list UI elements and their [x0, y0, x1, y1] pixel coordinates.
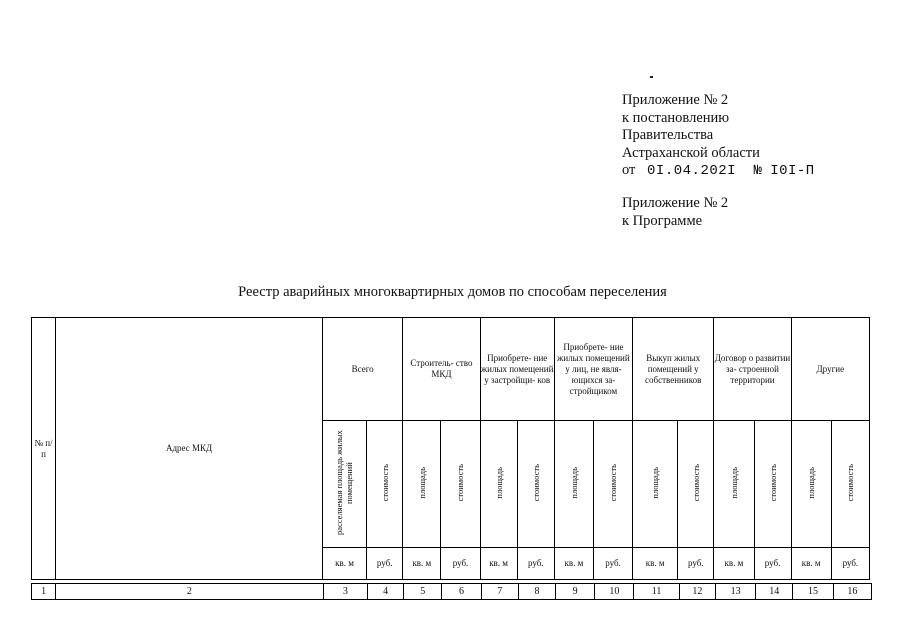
- unit-area: кв. м: [403, 548, 441, 580]
- column-number: 14: [756, 584, 793, 600]
- subheader-cost: стоимость: [367, 421, 403, 548]
- column-number-row: [31, 583, 872, 600]
- document-title: Реестр аварийных многоквартирных домов по способам переселения: [238, 284, 667, 300]
- date-prefix: от: [622, 162, 636, 178]
- unit-area: кв. м: [323, 548, 367, 580]
- unit-cost: руб.: [831, 548, 869, 580]
- header-group-development-agreement: Договор о развитии за- строенной территории: [714, 318, 791, 421]
- column-number: 1: [32, 584, 56, 600]
- subheader-area: площадь: [554, 421, 593, 548]
- resolution-date: 0I.04.202I: [647, 163, 737, 179]
- header-group-total: Всего: [323, 318, 403, 421]
- subheader-area: площадь: [480, 421, 517, 548]
- column-number: 16: [833, 584, 871, 600]
- unit-cost: руб.: [367, 548, 403, 580]
- subheader-cost: стоимость: [441, 421, 480, 548]
- number-prefix: №: [753, 163, 763, 179]
- unit-cost: руб.: [593, 548, 632, 580]
- header-group-other: Другие: [791, 318, 869, 421]
- appendix-program-line2: к Программе: [622, 212, 703, 229]
- appendix-gov-line4: Астраханской области: [622, 144, 760, 161]
- subheader-area: площадь: [714, 421, 754, 548]
- appendix-gov-date-line: [622, 162, 892, 181]
- column-number: 11: [634, 584, 679, 600]
- column-number: 12: [679, 584, 715, 600]
- appendix-government-block: [622, 92, 892, 181]
- registry-header-table: [31, 317, 870, 580]
- column-number: 2: [56, 584, 324, 600]
- unit-area: кв. м: [480, 548, 517, 580]
- unit-area: кв. м: [714, 548, 754, 580]
- unit-cost: руб.: [517, 548, 554, 580]
- header-group-purchase-non-developers: Приобрете- ние жилых помещений у лиц, не явля- ющихся за- стройщиком: [554, 318, 632, 421]
- subheader-cost: стоимость: [831, 421, 869, 548]
- column-number: 8: [518, 584, 555, 600]
- header-group-purchase-developers: Приобрете- ние жилых помещений у застройщи- ков: [480, 318, 554, 421]
- subheader-cost: стоимость: [678, 421, 714, 548]
- header-group-construction: Строитель- ство МКД: [403, 318, 480, 421]
- appendix-gov-line1: Приложение № 2: [622, 92, 729, 108]
- appendix-program-block: [622, 195, 892, 230]
- header-row-number: № п/ п: [32, 318, 56, 580]
- appendix-gov-line3: Правительства: [622, 127, 714, 143]
- column-number: 7: [481, 584, 518, 600]
- unit-cost: руб.: [678, 548, 714, 580]
- resolution-number: I0I-П: [770, 163, 815, 179]
- unit-area: кв. м: [791, 548, 831, 580]
- unit-cost: руб.: [441, 548, 480, 580]
- subheader-cost: стоимость: [517, 421, 554, 548]
- column-number: 10: [595, 584, 634, 600]
- subheader-area: площадь: [403, 421, 441, 548]
- header-address: Адрес МКД: [56, 318, 323, 580]
- column-number: 13: [715, 584, 755, 600]
- column-number: 9: [556, 584, 595, 600]
- header-group-buyout: Выкуп жилых помещений у собственников: [633, 318, 714, 421]
- subheader-area: площадь: [791, 421, 831, 548]
- column-number: 5: [404, 584, 442, 600]
- subheader-resettled-area: расселяемая площадь жилых помещений: [323, 421, 367, 548]
- column-number: 15: [793, 584, 833, 600]
- column-number: 6: [442, 584, 481, 600]
- column-number: 4: [367, 584, 403, 600]
- unit-area: кв. м: [554, 548, 593, 580]
- scan-speck: [650, 76, 653, 78]
- appendix-program-line1: Приложение № 2: [622, 195, 729, 211]
- appendix-gov-line2: к постановлению: [622, 109, 730, 126]
- subheader-cost: стоимость: [593, 421, 632, 548]
- subheader-area: площадь: [633, 421, 678, 548]
- unit-cost: руб.: [754, 548, 791, 580]
- unit-area: кв. м: [633, 548, 678, 580]
- column-number: 3: [323, 584, 367, 600]
- subheader-cost: стоимость: [754, 421, 791, 548]
